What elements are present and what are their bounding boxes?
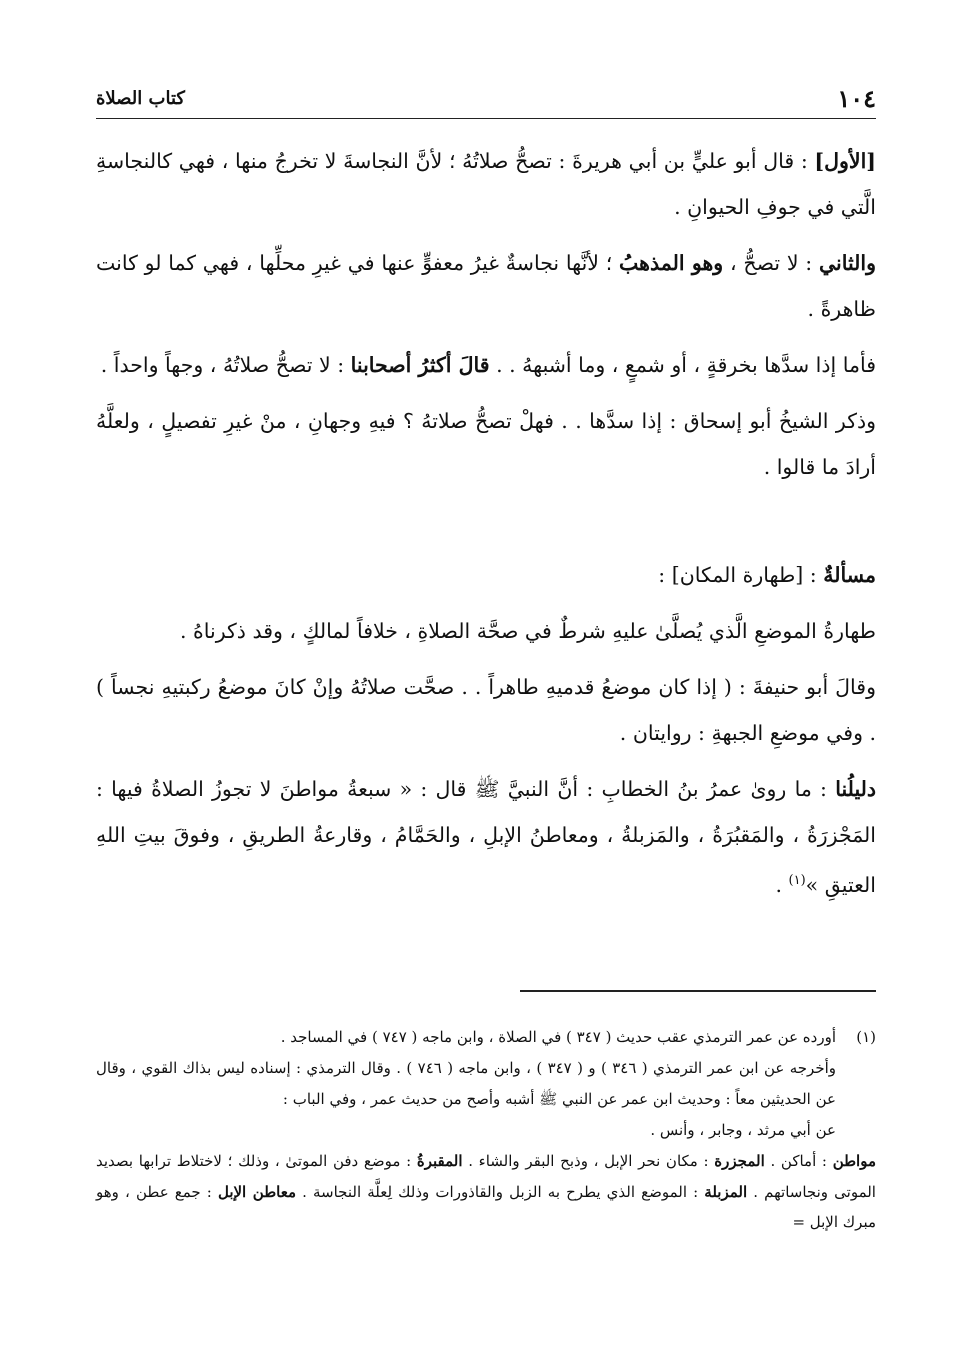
paragraph-abu-hanifa (96, 664, 876, 756)
glossary-def: : مكان نحر الإبل ، وذبح البقر والشاء . (462, 1152, 715, 1170)
abu-ishaq-text: وذكر الشيخُ أبو إسحاق : إذا سدَّها . . فهلْ تصحُّ صلاتهُ ؟ فيهِ وجهانِ ، منْ غيرِ تفصيلٍ ، ولعلَّهُ أرادَ ما قالوا . (96, 409, 876, 479)
blocking-text-c: : لا تصحُّ صلاتُهُ ، وجهاً واحداً . (100, 353, 351, 377)
glossary-def: : موضع دفن الموتىٰ ، وذلك ؛ لاختلاط ترابها بصديد الموتى ونجاساتهم . (96, 1152, 876, 1201)
footnote-ref[interactable]: (١) (788, 873, 806, 888)
footnote-glossary (96, 1146, 876, 1238)
glossary-term: المزبلة (704, 1182, 748, 1201)
abu-hanifa-text: وقالَ أبو حنيفةَ : ( إذا كان موضعُ قدميهِ طاهراً . . صحَّت صلاتُهُ وإنْ كانَ موضعُ ركبتيهِ نجساً ) . وفي موضعِ الجبهةِ : روايتان . (96, 675, 876, 745)
glossary-def: : الموضع الذي يطرح به الزبل والقاذورات وذلك لِعلَّة النجاسة . (296, 1182, 705, 1201)
label-second: والثاني (818, 251, 877, 275)
footnote-number: (١) (856, 1028, 876, 1046)
glossary-def: : أماكن . (764, 1152, 833, 1170)
paragraph-blocking (96, 342, 876, 388)
paragraph-second-view (96, 240, 876, 332)
section-gap (96, 500, 876, 552)
issue-heading (96, 552, 876, 598)
footnote-line: عن أبي مرثد ، وجابر ، وأنس . (650, 1121, 836, 1139)
first-view-text: : قال أبو عليٍّ بن أبي هريرةَ : تصحُّ صلاتُهُ ؛ لأنَّ النجاسةَ لا تخرجُ منها ، فهي كالنجاسةِ الَّتي في جوفِ الحيوانِ . (96, 149, 876, 219)
footnote-body (96, 1022, 836, 1146)
evidence-end: . (775, 872, 789, 897)
glossary-def: : جمع عطن ، وهو مبرك الإبل = (96, 1182, 876, 1231)
paragraph-abu-ishaq (96, 398, 876, 490)
page-header (96, 78, 876, 119)
footnote-1 (96, 1022, 876, 1146)
paragraph-purity-condition (96, 608, 876, 654)
glossary-term: مواطن (832, 1152, 876, 1170)
issue-title: : [طهارة المكان] : (658, 563, 824, 587)
blocking-bold: قالَ أكثرُ أصحابنا (350, 353, 490, 377)
footnote-line: وأخرجه عن ابن عمر الترمذي ( ٣٤٦ ) و ( ٣٤٧ ) ، وابن ماجه ( ٧٤٦ ) . وقال الترمذي : إسناده ليس بذاك القوي ، وقال عن الحديثين معاً : وحديث ابن عمر عن النبي ﷺ أشبه وأصح من حديث عمر ، وفي الباب : (96, 1059, 836, 1108)
purity-condition-text: طهارةُ الموضعِ الَّذي يُصلَّىٰ عليهِ شرطٌ في صحَّة الصلاةِ ، خلافاً لمالكٍ ، وقد ذكرناهُ . (180, 619, 876, 643)
footnotes (96, 1022, 876, 1238)
label-first: [الأول] (814, 149, 876, 173)
footnote-line: أورده عن عمر الترمذي عقب حديث ( ٣٤٧ ) في الصلاة ، وابن ماجه ( ٧٤٧ ) في المساجد . (280, 1028, 836, 1046)
second-view-bold: وهو المذهبُ (619, 251, 724, 275)
second-view-text-c: ؛ لأنَّها نجاسةٌ غيرُ معفوٍّ عنها في غيرِ محلِّها ، فهي كما لو كانت ظاهرةً . (96, 251, 876, 321)
footnote-separator (520, 990, 876, 992)
evidence-text: : ما روىٰ عمرُ بنُ الخطابِ : أنَّ النبيَّ ﷺ قال : « سبعةُ مواطنَ لا تجوزُ الصلاةُ فيها : المَجْزرَةُ ، والمَقبُرَةُ ، والمَزبلةُ ، ومعاطنُ الإبلِ ، والحَمَّامُ ، وقارعةُ الطريقِ ، وفوقَ بيتِ اللهِ العتيقِ » (96, 777, 876, 897)
paragraph-first-view (96, 138, 876, 230)
second-view-text-a: : لا تصحُّ ، (723, 251, 819, 275)
main-text (96, 138, 876, 918)
glossary-term: المقبرةُ (416, 1152, 463, 1170)
glossary-term: المجزرة (714, 1152, 765, 1170)
running-title: كتاب الصلاة (96, 88, 185, 109)
evidence-label: دليلُنا (835, 777, 876, 801)
glossary-term: معاطن الإبل (217, 1182, 296, 1201)
page-number: ١٠٤ (837, 84, 876, 113)
paragraph-evidence (96, 766, 876, 908)
blocking-text-a: فأما إذا سدَّها بخرقةٍ ، أو شمعٍ ، وما أشبههُ . . (489, 353, 876, 377)
issue-label: مسألةٌ (823, 563, 876, 587)
